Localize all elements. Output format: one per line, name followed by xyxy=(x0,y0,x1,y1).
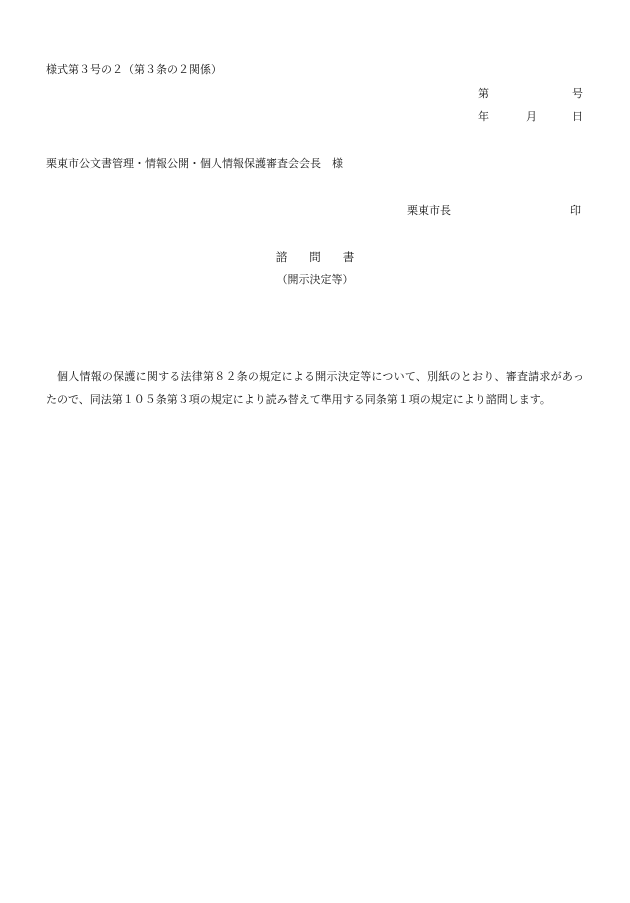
title-char-1: 諮 xyxy=(275,250,288,264)
document-title xyxy=(0,252,630,264)
form-number: 様式第３号の２（第３条の２関係） xyxy=(46,63,222,76)
date-year-label: 年 xyxy=(478,110,489,123)
date-day-label: 日 xyxy=(572,110,583,123)
addressee: 栗東市公文書管理・情報公開・個人情報保護審査会会長 様 xyxy=(46,157,343,170)
document-subtitle: （開示決定等） xyxy=(276,273,354,286)
sender-name: 栗東市長 xyxy=(407,204,451,217)
title-char-3: 書 xyxy=(342,250,355,264)
body-paragraph: 個人情報の保護に関する法律第８２条の規定による開示決定等について、別紙のとおり、審査請求があったので、同法第１０５条第３項の規定により読み替えて準用する同条第１項の規定により諮問します。 xyxy=(46,370,584,406)
date-month-label: 月 xyxy=(526,110,537,123)
seal-mark: 印 xyxy=(570,204,581,217)
title-char-2: 問 xyxy=(309,250,321,264)
document-number-suffix: 号 xyxy=(572,87,583,100)
document-number-prefix: 第 xyxy=(478,87,489,100)
